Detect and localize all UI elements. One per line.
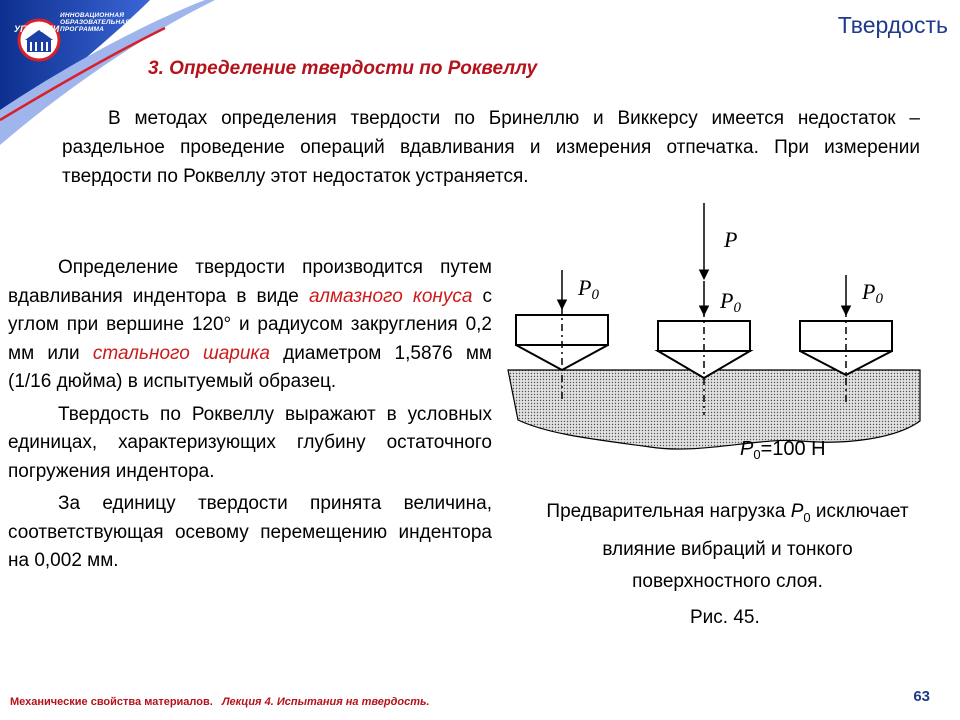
label-P: P (724, 227, 738, 252)
paragraph-indenter: Определение твердости производится путем вдавливания индентора в виде алмазного конуса с углом при вершине 120° и радиусом закругления 0,2 мм или стального шарика диаметром 1,5876 мм (1/16 дюйма) в испытуемый образец. (8, 257, 493, 392)
figure-number: Рис. 45. (690, 607, 760, 628)
intro-paragraph: В методах определения твердости по Бринеллю и Виккерсу имеется недостаток – раздельное проведение операций вдавливания и измерения отпечатка. При измерении твердости по Роквеллу этот недостаток устраняется. (62, 108, 920, 187)
rockwell-diagram (500, 195, 930, 485)
footer-course: Механические свойства материалов. (10, 696, 213, 708)
logo-abbreviation: УГТУ-УПИ (14, 24, 60, 34)
label-P0-1: P0 (578, 275, 599, 303)
footer (10, 696, 430, 708)
paragraph-units: Твердость по Роквеллу выражают в условных единицах, характеризующих глубину остаточного погружения индентора. (8, 403, 492, 482)
label-P0-3: P0 (862, 279, 883, 307)
section-title: 3. Определение твердости по Роквеллу (148, 58, 538, 79)
slide-title: Твердость (837, 12, 948, 38)
page-number: 63 (913, 688, 930, 705)
figure-caption: Предварительная нагрузка $P_0$ исключает влияние вибраций и тонкого поверхностного слоя. (546, 501, 909, 592)
highlight-diamond-cone: алмазного конуса (308, 285, 473, 307)
left-text-column (8, 254, 492, 580)
footer-lecture: Лекция 4. Испытания на твердость. (221, 696, 430, 708)
paragraph-unit-definition: За единицу твердости принята величина, соответствующая осевому перемещению индентора на 0,002 мм. (8, 493, 492, 571)
logo-text: ИННОВАЦИОННАЯ ОБРАЗОВАТЕЛЬНАЯ ПРОГРАММА (60, 12, 131, 33)
preload-value-label: $P_0=100$ Н (740, 438, 826, 462)
specimen-body (508, 370, 920, 449)
highlight-steel-ball: стального шарика (92, 342, 270, 364)
label-P0-2: P0 (720, 288, 741, 316)
